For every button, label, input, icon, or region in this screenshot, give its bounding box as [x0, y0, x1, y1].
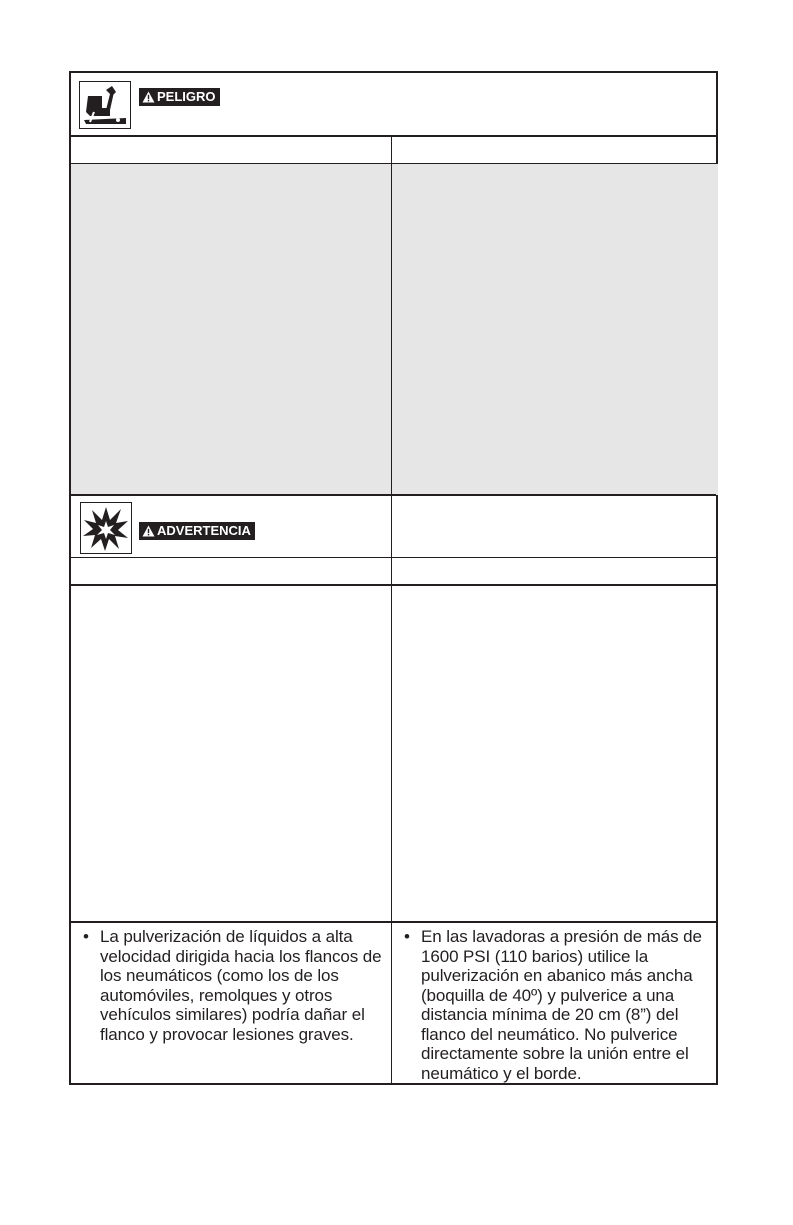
danger-prevention-cell: [392, 164, 718, 495]
tire-prevention-list: [404, 927, 714, 1083]
warning-badge-label: ADVERTENCIA: [157, 523, 251, 538]
divider: [71, 584, 716, 586]
list-item: • La pulverización de líquidos a alta velocidad dirigida hacia los flancos de los neumáticos (como los de los automóviles, remolques y otros vehículos similares) podría dañar el flanco y provocar lesiones graves.: [83, 927, 383, 1044]
warning-header-row: [71, 496, 716, 556]
column-divider: [391, 558, 392, 1085]
safety-table: [69, 71, 718, 1085]
danger-icon-frame: [79, 81, 131, 129]
high-pressure-spray-injection-icon: [80, 82, 130, 128]
danger-badge-label: PELIGRO: [157, 89, 216, 104]
danger-hazard-cell: [71, 164, 391, 495]
divider: [71, 135, 716, 137]
tire-hazard-list: [83, 927, 383, 1044]
warning-badge: [139, 522, 255, 540]
divider: [71, 557, 716, 558]
warning-triangle-icon: [142, 91, 155, 103]
warning-icon-frame: [80, 502, 132, 554]
danger-badge: [139, 88, 220, 106]
danger-header-row: [71, 73, 716, 135]
divider: [71, 921, 716, 923]
warning-triangle-icon: [142, 525, 155, 537]
list-item: • En las lavadoras a presión de más de 1600 PSI (110 barios) utilice la pulverización en abanico más ancha (boquilla de 40º) y pulverice a una distancia mínima de 20 cm (8”) del flanco del neumático. No pulverice directamente sobre la unión entre el neumático y el borde.: [404, 927, 714, 1083]
explosion-icon: [81, 503, 131, 553]
